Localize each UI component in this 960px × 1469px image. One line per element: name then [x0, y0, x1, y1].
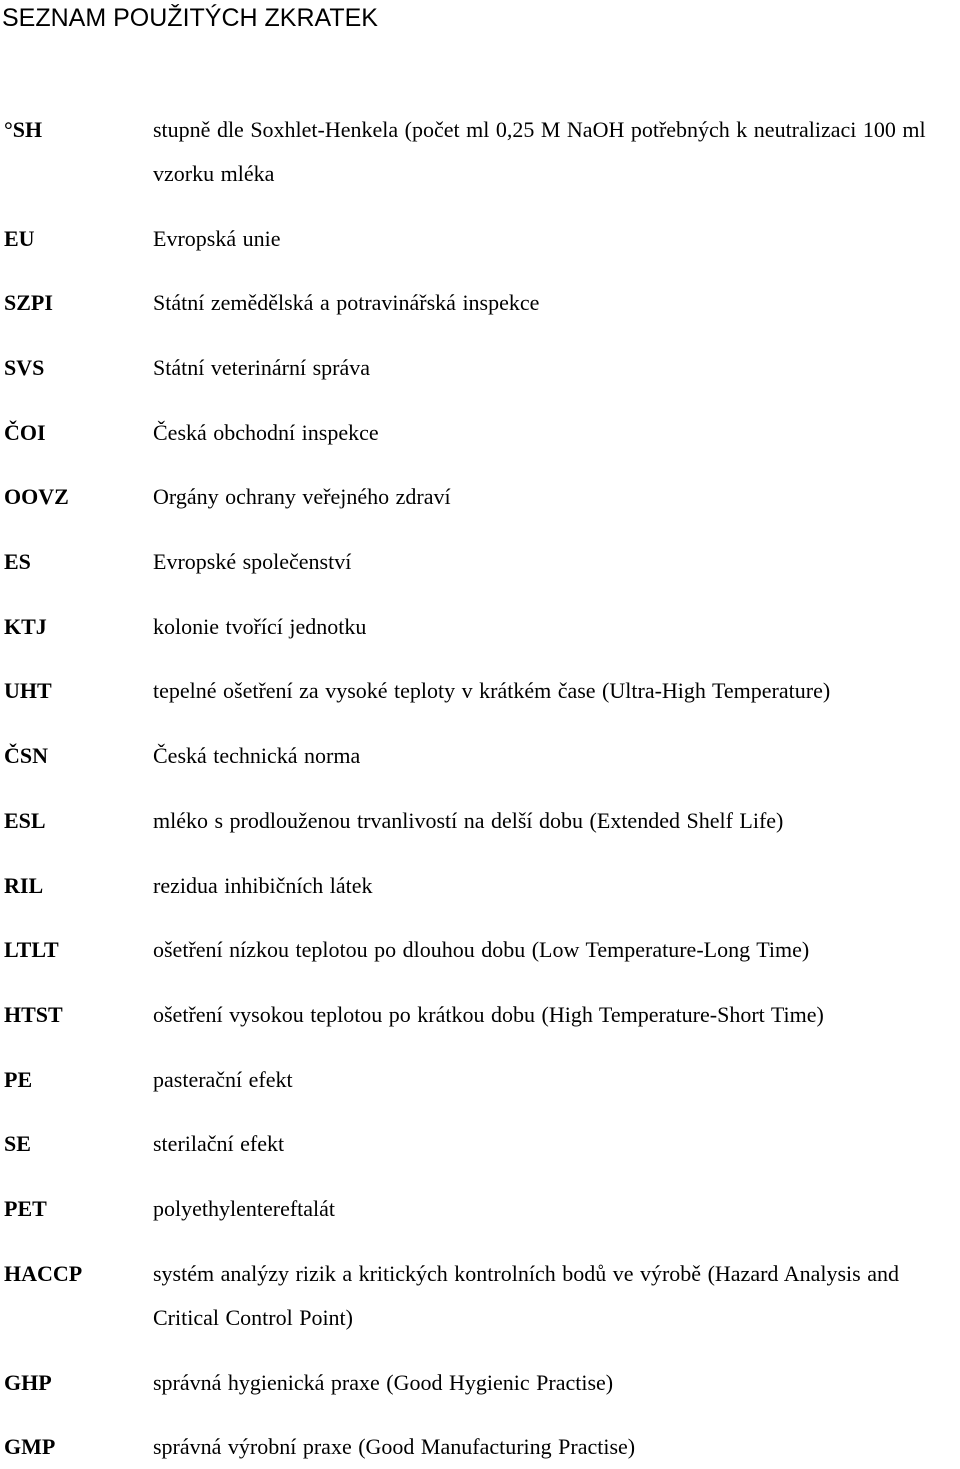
abbreviation-definition: Státní veterinární správa	[153, 355, 371, 380]
abbreviation-definition: Česká technická norma	[153, 743, 361, 768]
abbreviation-term: ČOI	[4, 420, 46, 445]
abbreviation-definition: ošetření nízkou teplotou po dlouhou dobu (Low Temperature-Long Time)	[153, 937, 810, 962]
abbreviation-definition: mléko s prodlouženou trvanlivostí na delší dobu (Extended Shelf Life)	[153, 808, 784, 833]
abbreviation-term: °SH	[4, 117, 43, 142]
abbreviation-term: HACCP	[4, 1261, 83, 1286]
abbreviation-definition: stupně dle Soxhlet-Henkela (počet ml 0,25 M NaOH potřebných k neutralizaci 100 ml vzorku mléka	[153, 117, 926, 186]
abbreviation-term: GHP	[4, 1370, 52, 1395]
abbreviation-term: PE	[4, 1067, 33, 1092]
abbreviation-term: SZPI	[4, 290, 53, 315]
abbreviation-term: RIL	[4, 873, 44, 898]
abbreviation-term: PET	[4, 1196, 47, 1221]
abbreviation-definition: systém analýzy rizik a kritických kontrolních bodů ve výrobě (Hazard Analysis and Critical Control Point)	[153, 1261, 899, 1330]
abbreviation-definition: Evropské společenství	[153, 549, 352, 574]
abbreviation-definition: polyethylentereftalát	[153, 1196, 336, 1221]
abbreviation-term: OOVZ	[4, 484, 69, 509]
abbreviation-definition: správná výrobní praxe (Good Manufacturing Practise)	[153, 1434, 636, 1459]
abbreviation-definition: tepelné ošetření za vysoké teploty v krátkém čase (Ultra-High Temperature)	[153, 678, 831, 703]
abbreviation-term: SE	[4, 1131, 31, 1156]
abbreviation-definition: sterilační efekt	[153, 1131, 285, 1156]
abbreviation-definition: Orgány ochrany veřejného zdraví	[153, 484, 451, 509]
abbreviation-definition: pasterační efekt	[153, 1067, 293, 1092]
abbreviation-term: HTST	[4, 1002, 63, 1027]
abbreviation-term: ČSN	[4, 743, 49, 768]
abbreviation-definition: ošetření vysokou teplotou po krátkou dobu (High Temperature-Short Time)	[153, 1002, 824, 1027]
abbreviation-definition: Evropská unie	[153, 226, 281, 251]
abbreviation-term: LTLT	[4, 937, 59, 962]
abbreviation-term: UHT	[4, 678, 52, 703]
abbreviation-term: SVS	[4, 355, 45, 380]
abbreviation-term: ES	[4, 549, 31, 574]
abbreviation-term: GMP	[4, 1434, 56, 1459]
abbreviation-term: ESL	[4, 808, 46, 833]
abbreviation-definition: správná hygienická praxe (Good Hygienic Practise)	[153, 1370, 614, 1395]
abbreviation-term: KTJ	[4, 614, 47, 639]
abbreviation-definition: rezidua inhibičních látek	[153, 873, 373, 898]
abbreviation-definition: kolonie tvořící jednotku	[153, 614, 367, 639]
abbreviation-term: EU	[4, 226, 35, 251]
abbreviation-definition: Česká obchodní inspekce	[153, 420, 379, 445]
page-title: SEZNAM POUŽITÝCH ZKRATEK	[2, 4, 378, 32]
abbreviation-definition: Státní zemědělská a potravinářská inspekce	[153, 290, 540, 315]
